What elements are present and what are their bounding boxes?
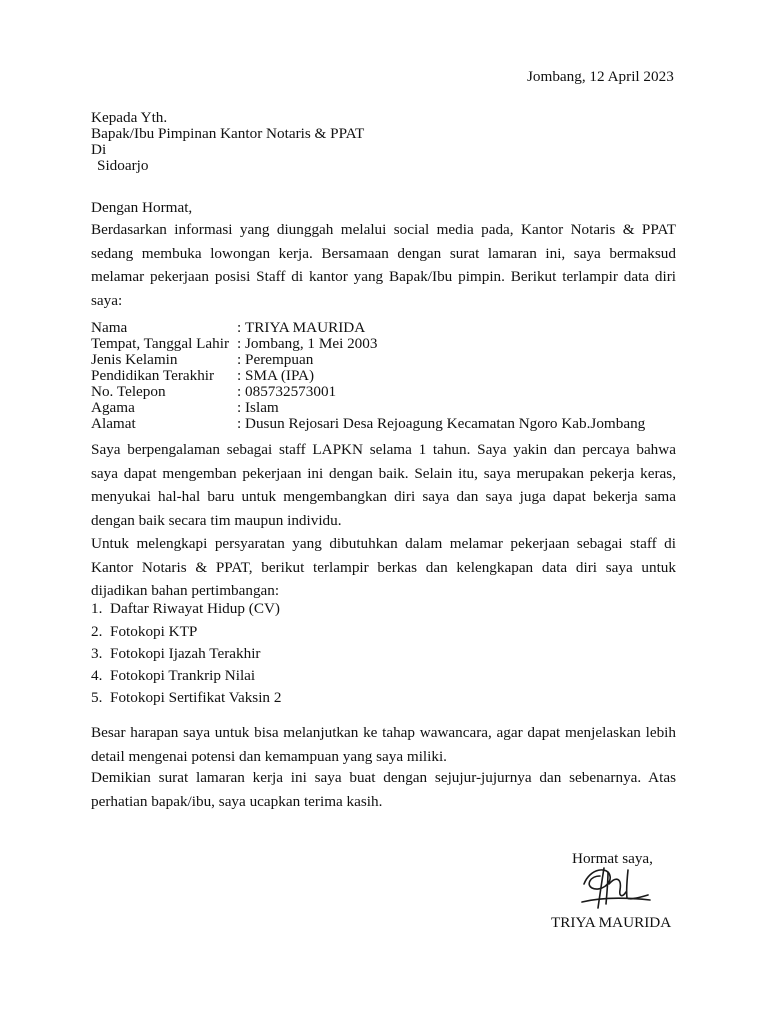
hope-line: Besar harapan saya untuk bisa melanjutkan ke tahap wawancara, agar dapat menjelaskan lebih — [91, 724, 676, 741]
recipient-line-3: Di — [91, 141, 107, 158]
bio-value: TRIYA MAURIDA — [245, 319, 366, 336]
bio-label: Agama — [91, 399, 135, 416]
closing-line: Demikian surat lamaran kerja ini saya buat dengan sejujur-jujurnya dan sebenarnya. Atas — [91, 769, 676, 786]
requirements-paragraph — [91, 532, 676, 603]
bio-label: Nama — [91, 319, 128, 336]
recipient-line-4: Sidoarjo — [97, 157, 149, 174]
intro-paragraph — [91, 218, 676, 312]
experience-line: dengan baik secara tim maupun individu. — [91, 511, 342, 529]
requirements-line: Kantor Notaris & PPAT, berikut terlampir berkas dan kelengkapan data diri saya untuk — [91, 558, 676, 576]
recipient-block — [91, 110, 364, 174]
recipient-line-1: Kepada Yth. — [91, 109, 168, 126]
list-number: 5. — [91, 689, 103, 706]
bio-label: Alamat — [91, 415, 136, 432]
bio-separator: : — [237, 415, 242, 432]
experience-paragraph — [91, 438, 676, 532]
bio-value: Islam — [245, 399, 279, 416]
bio-label: Tempat, Tanggal Lahir — [91, 335, 230, 352]
list-number: 2. — [91, 623, 103, 640]
list-text: Fotokopi Sertifikat Vaksin 2 — [110, 689, 282, 706]
handwritten-signature-icon — [578, 862, 654, 912]
list-number: 4. — [91, 667, 103, 684]
bio-value: Jombang, 1 Mei 2003 — [245, 335, 378, 352]
place-date: Jombang, 12 April 2023 — [527, 68, 674, 85]
bio-separator: : — [237, 335, 242, 352]
bio-separator: : — [237, 383, 242, 400]
experience-line: saya dapat mengemban pekerjaan ini dengan baik. Selain itu, saya merupakan pekerja keras, — [91, 464, 676, 482]
intro-line: melamar pekerjaan posisi Staff di kantor yang Bapak/Ibu pimpin. Berikut terlampir data diri — [91, 268, 676, 285]
requirements-line: Untuk melengkapi persyaratan yang dibutuhkan dalam melamar pekerjaan sebagai staff di — [91, 535, 676, 552]
bio-separator: : — [237, 367, 242, 384]
bio-label: No. Telepon — [91, 383, 166, 400]
intro-line: saya: — [91, 291, 123, 309]
list-text: Fotokopi Ijazah Terakhir — [110, 645, 261, 662]
bio-separator: : — [237, 319, 242, 336]
hope-line: detail mengenai potensi dan kemampuan yang saya miliki. — [91, 747, 447, 765]
bio-label: Pendidikan Terakhir — [91, 367, 215, 384]
list-number: 3. — [91, 645, 103, 662]
experience-line: Saya berpengalaman sebagai staff LAPKN selama 1 tahun. Saya yakin dan percaya bahwa — [91, 441, 676, 458]
list-text: Fotokopi Trankrip Nilai — [110, 667, 256, 684]
recipient-line-2: Bapak/Ibu Pimpinan Kantor Notaris & PPAT — [91, 125, 365, 142]
intro-line: sedang membuka lowongan kerja. Bersamaan dengan surat lamaran ini, saya bermaksud — [91, 244, 676, 262]
hope-paragraph — [91, 721, 676, 768]
bio-separator: : — [237, 399, 242, 416]
bio-value: Dusun Rejosari Desa Rejoagung Kecamatan Ngoro Kab.Jombang — [245, 415, 646, 432]
salutation: Dengan Hormat, — [91, 199, 193, 216]
bio-separator: : — [237, 351, 242, 368]
bio-value: 085732573001 — [245, 383, 337, 400]
closing-line: perhatian bapak/ibu, saya ucapkan terima kasih. — [91, 792, 383, 810]
signature-name: TRIYA MAURIDA — [551, 914, 672, 931]
signoff: Hormat saya, — [572, 850, 653, 867]
list-text: Daftar Riwayat Hidup (CV) — [110, 600, 280, 617]
intro-line: Berdasarkan informasi yang diunggah melalui social media pada, Kantor Notaris & PPAT — [91, 221, 676, 238]
bio-value: Perempuan — [245, 351, 314, 368]
experience-line: menyukai hal-hal baru untuk mengembangkan diri saya dan saya juga dapat bekerja sama — [91, 488, 676, 505]
list-number: 1. — [91, 600, 103, 617]
closing-paragraph — [91, 766, 676, 813]
requirements-line: dijadikan bahan pertimbangan: — [91, 582, 280, 599]
bio-value: SMA (IPA) — [245, 367, 315, 384]
list-text: Fotokopi KTP — [110, 623, 198, 640]
bio-label: Jenis Kelamin — [91, 351, 178, 368]
